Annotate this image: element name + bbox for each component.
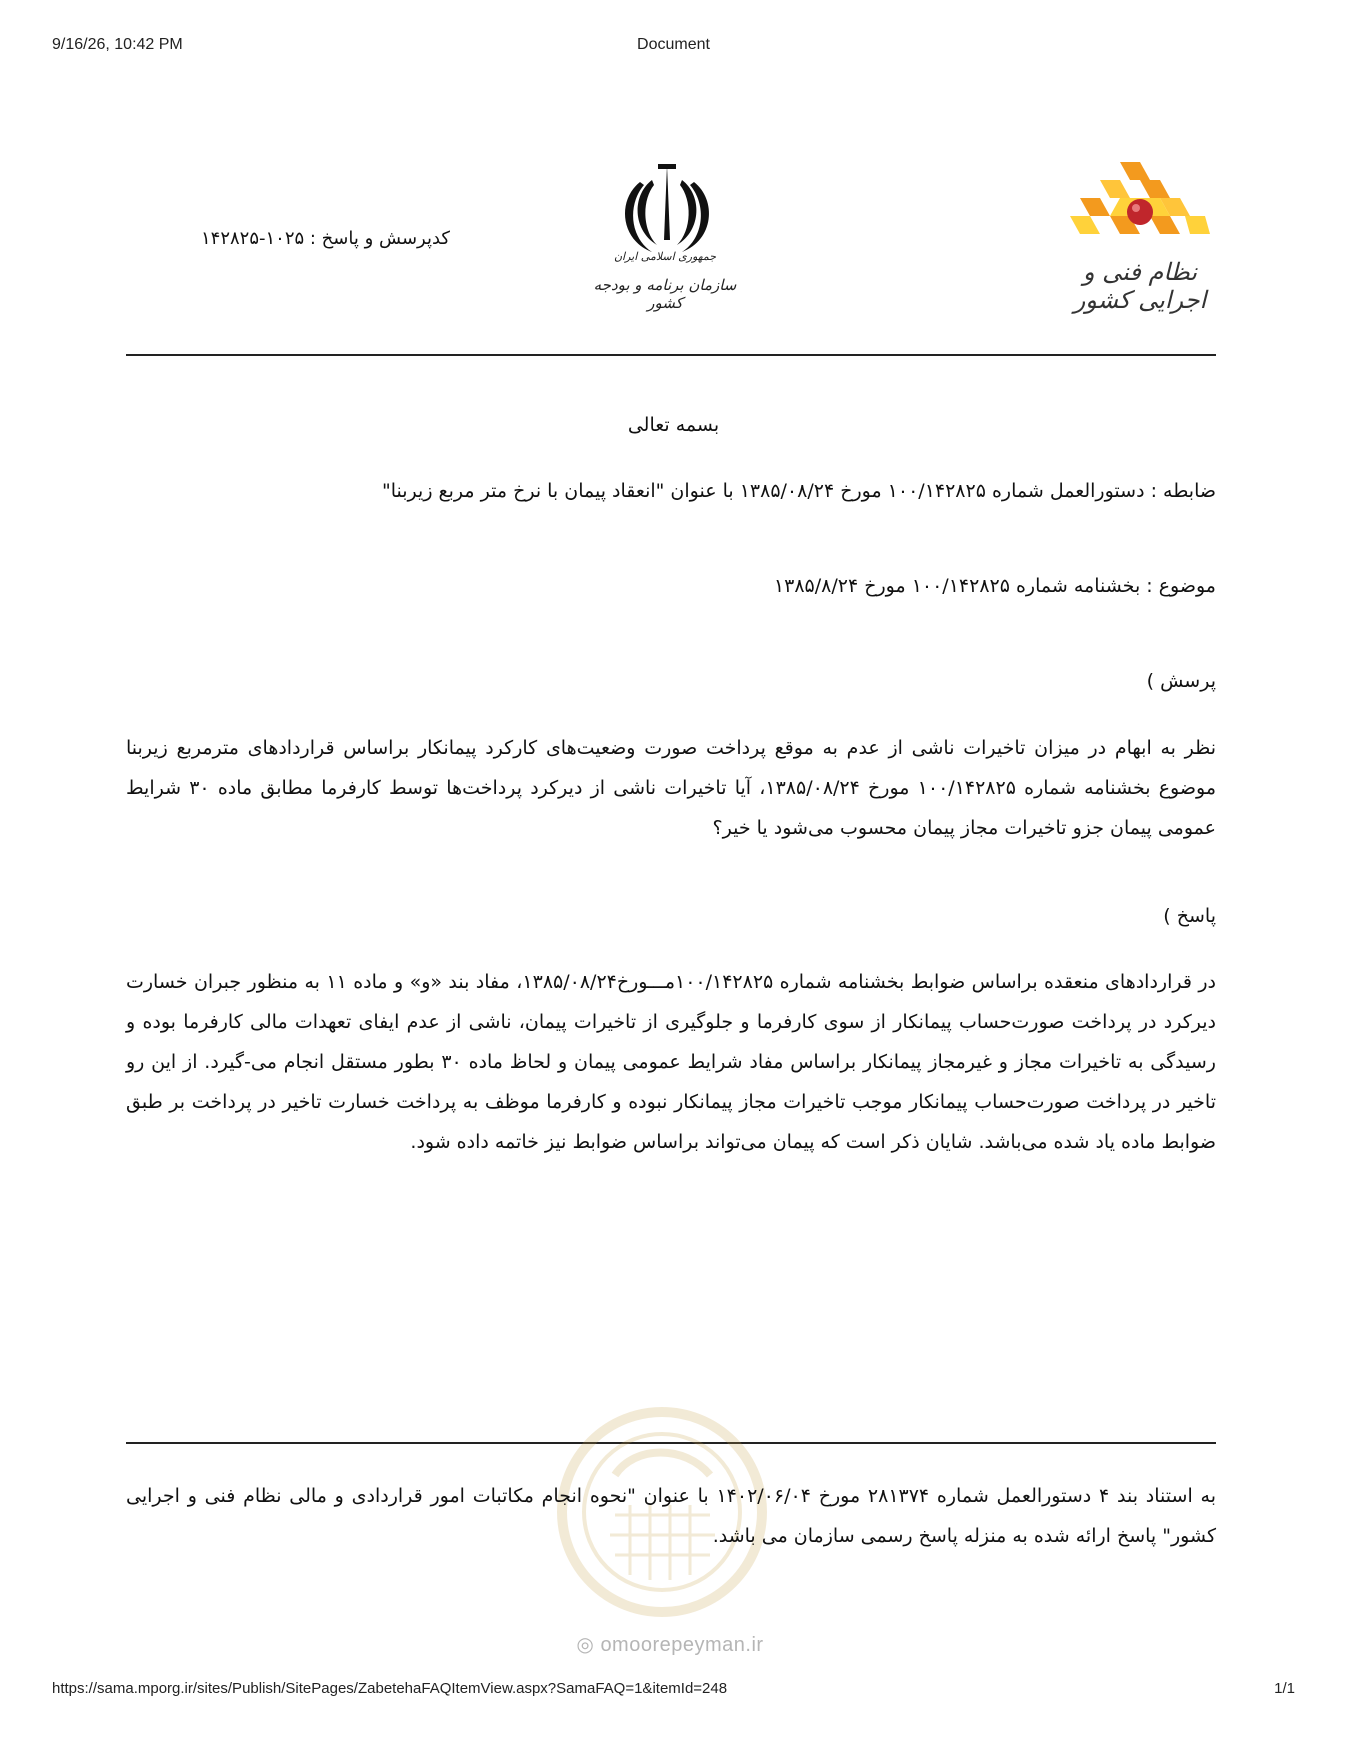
question-text: نظر به ابهام در میزان تاخیرات ناشی از عدم به موقع پرداخت صورت وضعیت‌های کارکرد پیمانکار براساس قراردادهای مترمربع زیربنا موضوع بخشنامه شماره ۱۰۰/۱۴۲۸۲۵ مورخ ۱۳۸۵/۰۸/۲۴، آیا تاخیرات ناشی از دیرکرد پرداخت‌ها توسط کارفرما مطابق ماده ۳۰ شرایط عمومی پیمان جزو تاخیرات مجاز پیمان محسوب می‌شود یا خیر؟ (126, 737, 1217, 839)
answer-text: در قراردادهای منعقده براساس ضوابط بخشنامه شماره ۱۰۰/۱۴۲۸۲۵مـــورخ۱۳۸۵/۰۸/۲۴، مفاد بند «و» و ماده ۱۱ به منظور جبران خسارت دیرکرد در پرداخت صورت‌حساب پیمانکار از سوی کارفرما و جلوگیری از تاخیرات پیمان، ناشی از عدم ایفای تعهدات مالی کارفرما بوده و رسیدگی به تاخیرات مجاز و غیرمجاز پیمانکار براساس مفاد شرایط عمومی پیمان و لحاظ ماده ۳۰ بطور مستقل انجام می-گیرد. از این رو تاخیر در پرداخت صورت‌حساب پیمانکار موجب تاخیرات مجاز پیمانکار نبوده و کارفرما موظف به پرداخت خسارت تاخیر در پرداخت بر طبق ضوابط ماده یاد شده می‌باشد. شایان ذکر است که پیمان می‌تواند براساس ضوابط نیز خاتمه داده شود. (126, 971, 1216, 1153)
question-code: کدپرسش و پاسخ : ۱۰۲۵-۱۴۲۸۲۵ (200, 228, 450, 249)
print-url[interactable]: https://sama.mporg.ir/sites/Publish/SitePages/ZabetehaFAQItemView.aspx?SamaFAQ=1&itemId=248 (52, 1680, 728, 1697)
emblem-caption-2: سازمان برنامه و بودجه کشور (593, 276, 737, 312)
question-label: پرسش ) (1146, 670, 1216, 692)
iran-emblem-icon (612, 160, 722, 260)
emblem-caption-1: جمهوری اسلامی ایران (613, 250, 717, 263)
print-page-number: 1/1 (1274, 1680, 1295, 1697)
footer-note: به استناد بند ۴ دستورالعمل شماره ۲۸۱۳۷۴ مورخ ۱۴۰۲/۰۶/۰۴ با عنوان "نحوه انجام مکاتبات امور قراردادی و مالی نظام فنی و اجرایی کشور" پاسخ ارائه شده به منزله پاسخ رسمی سازمان می باشد. (126, 1485, 1216, 1547)
zabeteh-line: ضابطه : دستورالعمل شماره ۱۰۰/۱۴۲۸۲۵ مورخ ۱۳۸۵/۰۸/۲۴ با عنوان "انعقاد پیمان با نرخ متر مربع زیربنا" (382, 480, 1216, 502)
watermark-text: ◎ omoorepeyman.ir (576, 1634, 764, 1656)
watermark-url: omoorepeyman.ir (600, 1634, 764, 1656)
answer-label: پاسخ ) (1163, 905, 1216, 927)
print-datetime: 9/16/26, 10:42 PM (52, 36, 183, 53)
subject-line: موضوع : بخشنامه شماره ۱۰۰/۱۴۲۸۲۵ مورخ ۱۳۸۵/۸/۲۴ (773, 575, 1216, 597)
print-title: Document (637, 36, 710, 53)
bismillah: بسمه تعالی (627, 414, 720, 436)
nezam-fanni-logo-text: نظام فنی و اجرایی کشور (1073, 258, 1207, 314)
header-divider (126, 354, 1216, 356)
